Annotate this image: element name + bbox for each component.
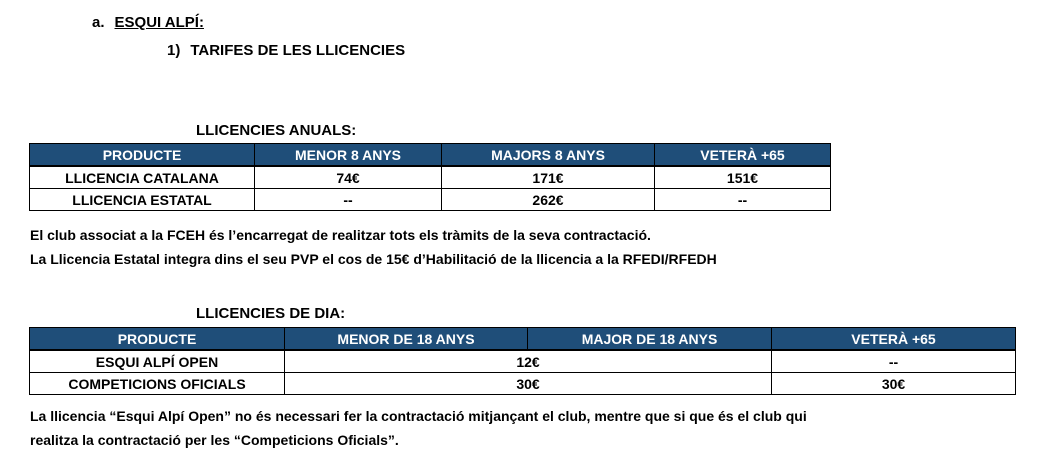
daily-note-2: realitza la contractació per les “Competicions Oficials”. xyxy=(30,432,399,448)
table-cell: 151€ xyxy=(655,166,831,189)
table-cell: LLICENCIA CATALANA xyxy=(30,166,255,189)
table-row xyxy=(30,373,1016,395)
table-cell: -- xyxy=(772,350,1016,373)
column-header: PRODUCTE xyxy=(30,144,255,167)
daily-table xyxy=(29,327,1016,395)
subsection-heading xyxy=(167,42,405,59)
section-title: ESQUI ALPÍ: xyxy=(114,14,204,31)
table-row xyxy=(30,166,831,189)
column-header: MAJOR DE 18 ANYS xyxy=(528,328,772,351)
table-cell: -- xyxy=(655,189,831,211)
subsection-number: 1) xyxy=(167,42,181,59)
table-row xyxy=(30,350,1016,373)
table-row xyxy=(30,189,831,211)
column-header: MENOR 8 ANYS xyxy=(255,144,442,167)
table-cell: 30€ xyxy=(772,373,1016,395)
section-letter: a. xyxy=(92,14,105,31)
column-header: MENOR DE 18 ANYS xyxy=(285,328,528,351)
column-header: VETERÀ +65 xyxy=(655,144,831,167)
table-header-row xyxy=(30,328,1016,351)
section-heading xyxy=(92,14,204,31)
annual-note-1: El club associat a la FCEH és l’encarregat de realitzar tots els tràmits de la seva contractació. xyxy=(30,227,651,243)
table-cell: ESQUI ALPÍ OPEN xyxy=(30,350,285,373)
table-cell: 30€ xyxy=(285,373,772,395)
annual-caption: LLICENCIES ANUALS: xyxy=(196,122,357,139)
annual-table xyxy=(29,143,831,211)
table-cell: 12€ xyxy=(285,350,772,373)
annual-note-2: La Llicencia Estatal integra dins el seu PVP el cos de 15€ d’Habilitació de la llicencia a la RFEDI/RFEDH xyxy=(30,251,717,267)
table-cell: -- xyxy=(255,189,442,211)
table-cell: LLICENCIA ESTATAL xyxy=(30,189,255,211)
table-cell: COMPETICIONS OFICIALS xyxy=(30,373,285,395)
table-cell: 171€ xyxy=(442,166,655,189)
column-header: MAJORS 8 ANYS xyxy=(442,144,655,167)
daily-caption: LLICENCIES DE DIA: xyxy=(196,305,346,322)
subsection-title: TARIFES DE LES LLICENCIES xyxy=(190,42,406,59)
daily-note-1: La llicencia “Esqui Alpí Open” no és necessari fer la contractació mitjançant el club, mentre que si que és el club qui xyxy=(30,408,807,424)
column-header: VETERÀ +65 xyxy=(772,328,1016,351)
table-header-row xyxy=(30,144,831,167)
column-header: PRODUCTE xyxy=(30,328,285,351)
table-cell: 74€ xyxy=(255,166,442,189)
table-cell: 262€ xyxy=(442,189,655,211)
